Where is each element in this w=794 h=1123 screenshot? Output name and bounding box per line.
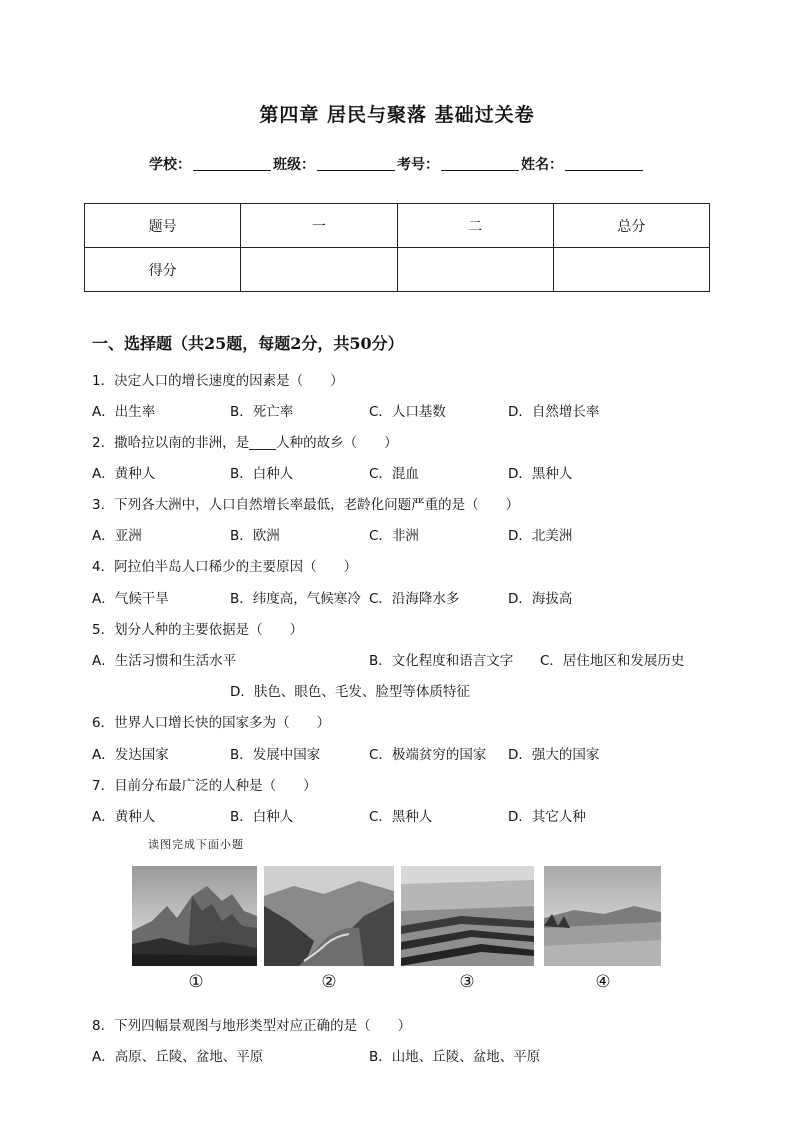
question-option: B．死亡率 (230, 404, 294, 420)
score-cell (241, 248, 397, 292)
question-option: B．白种人 (230, 466, 294, 482)
question-stem: 5．划分人种的主要依据是（ ） (92, 622, 304, 638)
class-blank (317, 156, 395, 171)
question-option: D．海拔高 (508, 591, 573, 607)
question-option: B．发展中国家 (230, 747, 321, 763)
question-option: A．黄种人 (92, 809, 156, 825)
score-cell (553, 248, 709, 292)
question-option: D．北美洲 (508, 528, 573, 544)
figure-label: ④ (595, 972, 611, 992)
school-label: 学校： (149, 157, 191, 173)
score-header-cell: 题号 (85, 204, 241, 248)
landscape-photo-basin (401, 866, 534, 966)
question-option: D．黑种人 (508, 466, 573, 482)
score-header-cell: 总分 (553, 204, 709, 248)
question-option: B．纬度高，气候寒冷 (230, 591, 361, 607)
question-option: B．文化程度和语言文字 (369, 653, 514, 669)
score-header-cell: 一 (241, 204, 397, 248)
school-blank (193, 156, 271, 171)
question-stem: 1．决定人口的增长速度的因素是（ ） (92, 373, 344, 389)
section-title: 一、选择题（共25题，每题2分，共50分） (92, 334, 404, 353)
question-option: A．出生率 (92, 404, 156, 420)
question-option: A．发达国家 (92, 747, 169, 763)
question-option: C．黑种人 (369, 809, 433, 825)
question-option: B．欧洲 (230, 528, 280, 544)
question-stem: 8．下列四幅景观图与地形类型对应正确的是（ ） (92, 1018, 412, 1034)
score-table-header-row (85, 204, 710, 248)
question-option: C．人口基数 (369, 404, 446, 420)
figure-label: ② (321, 972, 337, 992)
score-table (84, 203, 710, 292)
question-option: B．白种人 (230, 809, 294, 825)
landscape-photo-hills (264, 866, 394, 966)
landscape-photo-plain (544, 866, 661, 966)
question-stem: 2．撒哈拉以南的非洲，是____人种的故乡（ ） (92, 435, 398, 451)
question-option: C．居住地区和发展历史 (540, 653, 685, 669)
name-blank (565, 156, 643, 171)
question-option: D．强大的国家 (508, 747, 600, 763)
question-option: A．生活习惯和生活水平 (92, 653, 237, 669)
question-option: D．其它人种 (508, 809, 586, 825)
figure-label: ③ (459, 972, 475, 992)
score-header-cell: 二 (397, 204, 553, 248)
student-info-line (0, 154, 794, 174)
landscape-photo-plateau (132, 866, 257, 966)
question-option: D．自然增长率 (508, 404, 600, 420)
page-title: 第四章 居民与聚落 基础过关卷 (259, 104, 535, 126)
class-label: 班级： (273, 157, 315, 173)
question-option: D．肤色、眼色、毛发、脸型等体质特征 (230, 684, 470, 700)
question-option: B．山地、丘陵、盆地、平原 (369, 1049, 541, 1065)
question-option: C．混血 (369, 466, 419, 482)
score-cell (397, 248, 553, 292)
figure-caption: 读图完成下面小题 (148, 838, 244, 851)
question-option: C．极端贫穷的国家 (369, 747, 487, 763)
figure-label: ① (188, 972, 204, 992)
name-label: 姓名： (521, 157, 563, 173)
score-table-score-row (85, 248, 710, 292)
question-stem: 3．下列各大洲中，人口自然增长率最低，老龄化问题严重的是（ ） (92, 497, 520, 513)
score-row-label: 得分 (85, 248, 241, 292)
question-option: C．沿海降水多 (369, 591, 460, 607)
question-option: A．高原、丘陵、盆地、平原 (92, 1049, 264, 1065)
exam-no-blank (441, 156, 519, 171)
question-option: A．气候干旱 (92, 591, 169, 607)
question-option: C．非洲 (369, 528, 419, 544)
question-option: A．黄种人 (92, 466, 156, 482)
question-stem: 6．世界人口增长快的国家多为（ ） (92, 715, 331, 731)
question-option: A．亚洲 (92, 528, 142, 544)
exam-no-label: 考号： (397, 157, 439, 173)
question-stem: 7．目前分布最广泛的人种是（ ） (92, 778, 317, 794)
question-stem: 4．阿拉伯半岛人口稀少的主要原因（ ） (92, 559, 358, 575)
